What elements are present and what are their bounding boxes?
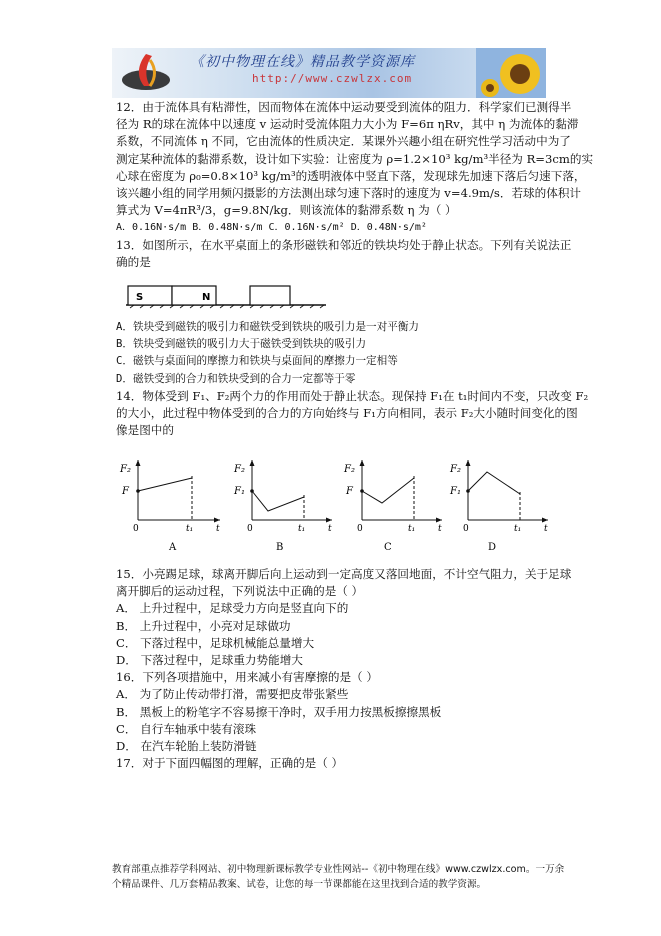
axis-origin: 0	[357, 524, 363, 534]
axis-label-f2: F₂	[234, 464, 245, 475]
q16-option-b: B． 黑板上的粉笔字不容易擦干净时，双手用力按黑板擦擦黑板	[116, 704, 442, 719]
axis-label-f: F	[346, 486, 353, 497]
site-title: 《初中物理在线》精品教学资源库	[190, 54, 415, 70]
q16-option-c: C． 自行车轴承中装有滚珠	[116, 721, 257, 736]
q15-option-d: D． 下落过程中，足球重力势能增大	[116, 653, 303, 668]
q13-line: 13．如图所示，在水平桌面上的条形磁铁和邻近的铁块均处于静止状态。下列有关说法正	[116, 237, 572, 252]
magnet-s-half	[128, 286, 172, 305]
graph-b	[233, 460, 332, 553]
question-text	[116, 99, 594, 439]
axis-label-t: t	[216, 524, 220, 534]
axis-origin: 0	[463, 524, 469, 534]
header-banner	[112, 48, 546, 98]
axis-label-f1: F₁	[234, 486, 245, 497]
footer-line: 教育部重点推荐学科网站、初中物理新课标教学专业性网站--《初中物理在线》www.czwlzx.com。一万余	[112, 864, 565, 875]
magnet-s-label: S	[136, 292, 144, 303]
q12-line: 算式为 V=4πR³/3，g=9.8N/kg．则该流体的黏滞系数 η 为（ ）	[116, 203, 457, 218]
axis-label-f1: F₁	[450, 486, 461, 497]
graph-label-b: B	[276, 542, 284, 553]
iron-block	[250, 286, 290, 305]
q16-option-d: D． 在汽车轮胎上装防滑链	[116, 739, 257, 754]
graph-d	[449, 460, 548, 553]
axis-label-t1: t₁	[408, 524, 416, 534]
graph-label-d: D	[488, 542, 497, 553]
axis-label-t1: t₁	[514, 524, 522, 534]
q13-option-c: C．磁铁与桌面间的摩擦力和铁块与桌面间的摩擦力一定相等	[116, 355, 398, 368]
q15-line: 15．小亮踢足球，球离开脚后向上运动到一定高度又落回地面，不计空气阻力，关于足球	[116, 567, 572, 581]
site-logo-icon	[116, 50, 176, 96]
axis-label-f2: F₂	[344, 464, 355, 475]
f2-time-graphs	[116, 458, 556, 554]
axis-label-f2: F₂	[120, 464, 131, 475]
q12-line: 系数，不同流体 η 不同，它由流体的性质决定．某课外兴趣小组在研究性学习活动中为了	[116, 134, 571, 149]
q15-option-a: A． 上升过程中，足球受力方向是竖直向下的	[116, 601, 349, 616]
axis-label-t: t	[544, 524, 548, 534]
q13-option-a: A．铁块受到磁铁的吸引力和磁铁受到铁块的吸引力是一对平衡力	[116, 321, 420, 334]
site-url[interactable]: http://www.czwlzx.com	[252, 72, 413, 85]
q13-option-b: B．铁块受到磁铁的吸引力大于磁铁受到铁块的吸引力	[116, 338, 367, 351]
axis-origin: 0	[133, 524, 139, 534]
page-footer	[112, 862, 565, 892]
q17-line: 17．对于下面四幅图的理解，正确的是（ ）	[116, 756, 344, 771]
axis-label-f2: F₂	[450, 464, 461, 475]
q13-option-d: D．磁铁受到的合力和铁块受到的合力一定都等于零	[116, 372, 356, 385]
q12-line: 该兴趣小组的同学用频闪摄影的方法测出球匀速下落时的速度为 v=4.9m/s．若球的体积计	[116, 186, 582, 201]
q16-line: 16．下列各项措施中，用来减小有害摩擦的是（ ）	[116, 670, 378, 685]
graph-label-a: A	[169, 542, 177, 553]
axis-label-t1: t₁	[298, 524, 306, 534]
graph-c	[343, 460, 442, 553]
graph-a	[119, 460, 220, 553]
q16-option-a: A． 为了防止传动带打滑，需要把皮带张紧些	[116, 687, 349, 702]
axis-label-t1: t₁	[186, 524, 194, 534]
axis-label-t: t	[328, 524, 332, 534]
axis-label-t: t	[438, 524, 442, 534]
sunflower-icon	[476, 48, 546, 98]
footer-line: 个精品课件、几万套精品教案、试卷，让您的每一节课都能在这里找到合适的教学资源。	[112, 879, 487, 890]
q12-line: 径为 R的球在流体中以速度 v 运动时受流体阻力大小为 F=6π ηRv，其中 η 为流体的黏滞	[116, 117, 579, 132]
q14-line: 14．物体受到 F₁、F₂两个力的作用而处于静止状态。现保持 F₁在 t₁时间内不变，只改变 F₂	[116, 388, 589, 403]
question-text-lower	[116, 566, 586, 772]
q13-line: 确的是	[116, 254, 151, 269]
graph-label-c: C	[384, 542, 392, 553]
q15-option-b: B． 上升过程中，小亮对足球做功	[116, 618, 291, 633]
q15-option-c: C． 下落过程中，足球机械能总量增大	[116, 635, 315, 650]
q14-line: 像是图中的	[116, 423, 174, 438]
q12-line: 测定某种流体的黏滞系数，设计如下实验：让密度为 ρ=1.2×10³ kg/m³半径为 R=3cm的实	[116, 151, 594, 166]
magnet-figure	[126, 283, 326, 309]
magnet-n-label: N	[202, 292, 211, 303]
q12-line: 12．由于流体具有粘滞性，因而物体在流体中运动要受到流体的阻力．科学家们已测得半	[116, 100, 572, 114]
axis-origin: 0	[247, 524, 253, 534]
q12-line: 心球在密度为 ρ₀=0.8×10³ kg/m³的透明液体中竖直下落，发现球先加速下落后匀速下落，	[116, 168, 586, 183]
q15-line: 离开脚后的运动过程，下列说法中正确的是（ ）	[116, 584, 364, 599]
q12-options: A．0.16N·s/m B．0.48N·s/m C．0.16N·s/m² D．0.48N·s/m²	[116, 222, 427, 234]
q14-line: 的大小，此过程中物体受到的合力的方向始终与 F₁方向相同，表示 F₂大小随时间变化的图	[116, 406, 578, 421]
axis-label-f: F	[122, 486, 129, 497]
